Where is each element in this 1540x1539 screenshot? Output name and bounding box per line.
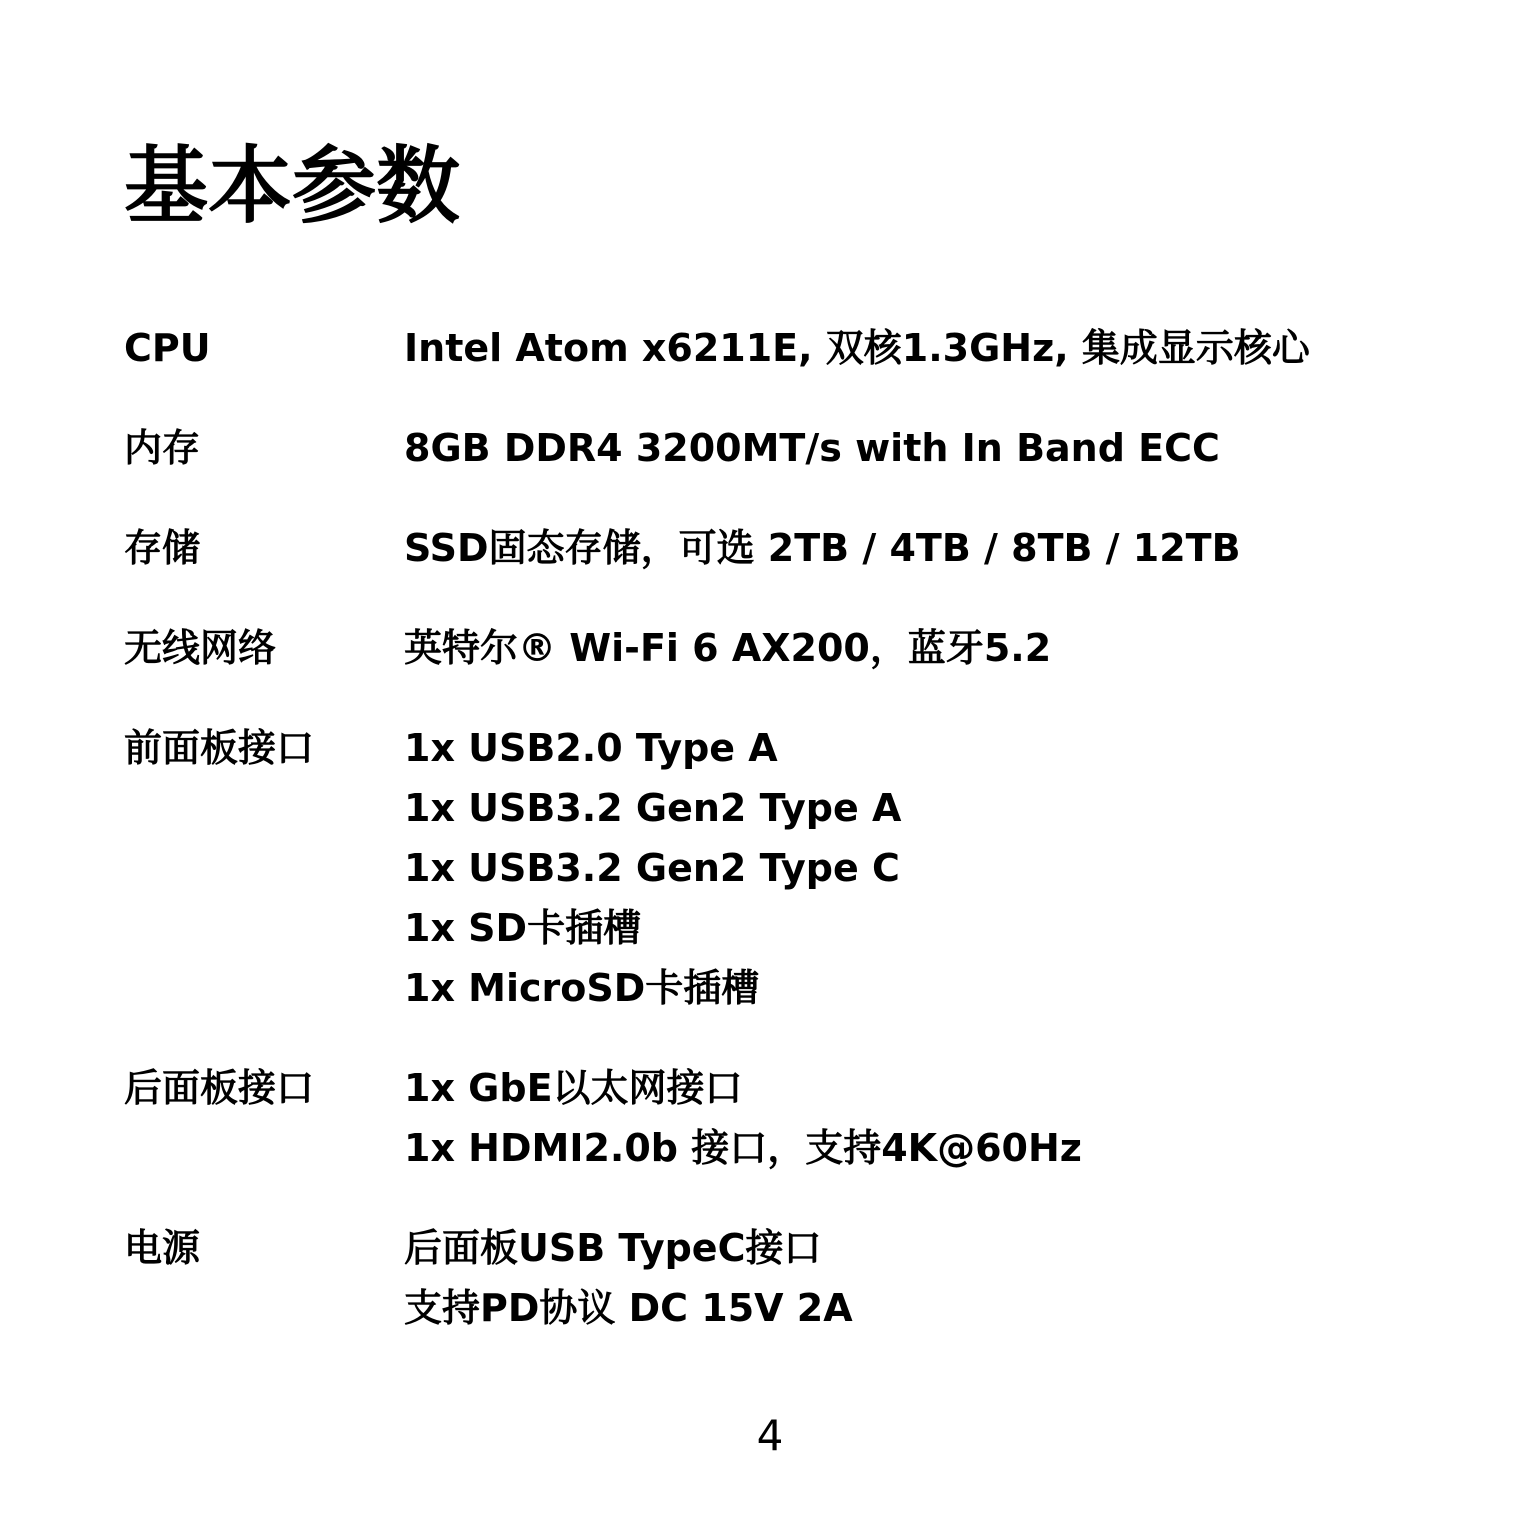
spec-value: 1x GbE以太网接口 (404, 1066, 743, 1110)
spec-label: 存储 (124, 526, 201, 570)
spec-value: 1x USB3.2 Gen2 Type C (404, 846, 900, 890)
spec-row-power (124, 1218, 1424, 1338)
spec-value: 8GB DDR4 3200MT/s with In Band ECC (404, 426, 1220, 470)
spec-value: 1x SD卡插槽 (404, 906, 642, 950)
spec-values (404, 618, 1424, 678)
spec-values (404, 318, 1424, 378)
spec-row-cpu (124, 318, 1424, 378)
spec-value: 英特尔® Wi-Fi 6 AX200，蓝牙5.2 (404, 626, 1052, 670)
spec-label: 前面板接口 (124, 726, 315, 770)
spec-label: CPU (124, 326, 211, 370)
page-number: 4 (756, 1411, 784, 1460)
spec-values (404, 418, 1424, 478)
spec-table (124, 318, 1424, 1378)
spec-row-memory (124, 418, 1424, 478)
spec-row-front-ports (124, 718, 1424, 1018)
spec-label: 后面板接口 (124, 1066, 315, 1110)
spec-value: SSD固态存储，可选 2TB / 4TB / 8TB / 12TB (404, 526, 1241, 570)
page-title: 基本参数 (124, 137, 461, 235)
spec-value: 1x USB3.2 Gen2 Type A (404, 786, 902, 830)
spec-value: Intel Atom x6211E, 双核1.3GHz, 集成显示核心 (404, 326, 1310, 370)
spec-row-rear-ports (124, 1058, 1424, 1178)
spec-value: 1x MicroSD卡插槽 (404, 966, 760, 1010)
spec-row-wireless (124, 618, 1424, 678)
spec-values (404, 718, 1424, 1018)
spec-value: 1x USB2.0 Type A (404, 726, 778, 770)
spec-value: 1x HDMI2.0b 接口，支持4K@60Hz (404, 1126, 1082, 1170)
spec-values (404, 1218, 1424, 1338)
spec-values (404, 1058, 1424, 1178)
spec-value: 支持PD协议 DC 15V 2A (404, 1286, 853, 1330)
spec-row-storage (124, 518, 1424, 578)
spec-label: 内存 (124, 426, 201, 470)
spec-label: 电源 (124, 1226, 201, 1270)
spec-value: 后面板USB TypeC接口 (404, 1226, 822, 1270)
spec-label: 无线网络 (124, 626, 277, 670)
spec-values (404, 518, 1424, 578)
